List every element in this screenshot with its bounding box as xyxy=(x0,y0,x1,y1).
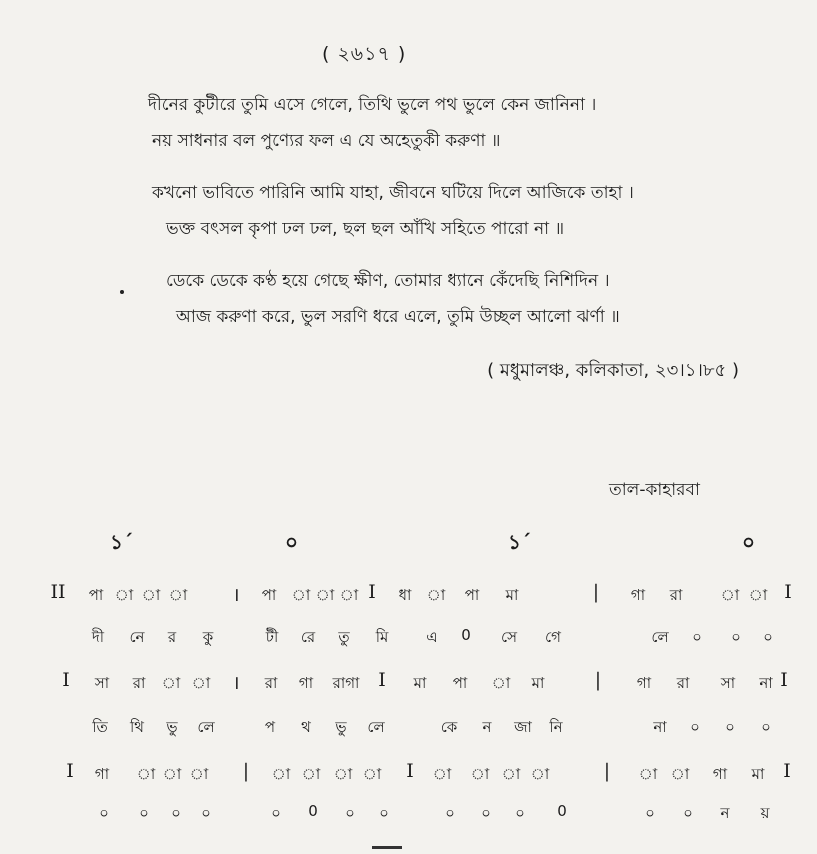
note-cell: ধা xyxy=(398,586,412,604)
lyric-syllable: থ xyxy=(301,718,311,736)
note-cell: মা xyxy=(413,674,427,692)
note-cell: া xyxy=(638,765,658,783)
lyric-syllable: ০ xyxy=(515,804,525,822)
note-cell: া xyxy=(491,674,511,692)
lyric-syllable: এ xyxy=(426,628,438,646)
note-cell: গা xyxy=(636,674,652,692)
lyric-syllable: টী xyxy=(265,628,279,646)
note-cell: না xyxy=(759,674,773,692)
bar-line: I xyxy=(62,669,70,691)
bar-line: | xyxy=(594,669,602,691)
note-cell: া xyxy=(136,765,156,783)
note-cell: রা xyxy=(132,674,146,692)
lyric-syllable: লে xyxy=(367,718,385,736)
lyric-line: ডেকে ডেকে কণ্ঠ হয়ে গেছে ক্ষীণ, তোমার ধ্যানে কেঁদেছি নিশিদিন । xyxy=(166,271,610,291)
note-cell: া xyxy=(162,765,182,783)
lyric-syllable: 0 xyxy=(461,626,471,644)
note-cell: া xyxy=(114,586,134,604)
note-cell: া xyxy=(168,586,188,604)
bar-line: | xyxy=(242,760,250,782)
note-cell: পা xyxy=(452,674,468,692)
bar-line: I xyxy=(406,760,414,782)
lyric-syllable: মি xyxy=(375,628,389,646)
lyric-syllable: রে xyxy=(300,628,316,646)
note-cell: া xyxy=(362,765,382,783)
lyric-syllable: ০ xyxy=(645,804,655,822)
note-cell: া xyxy=(432,765,452,783)
note-cell: া xyxy=(339,586,359,604)
bar-line: I xyxy=(784,581,792,603)
lyric-line: কখনো ভাবিতে পারিনি আমি যাহা, জীবনে ঘটিয়ে দিলে আজিকে তাহা । xyxy=(152,183,634,203)
lyric-line: ভক্ত বৎসল কৃপা ঢল ঢল, ছল ছল আঁখি সহিতে পারো না ॥ xyxy=(166,219,565,239)
note-cell: া xyxy=(161,674,181,692)
lyric-syllable: না xyxy=(653,718,667,736)
bar-line: I xyxy=(378,669,386,691)
bar-line: I xyxy=(368,581,376,603)
bar-line: | xyxy=(592,581,600,603)
note-cell: পা xyxy=(88,586,104,604)
lyric-line: দীনের কুটীরে তুমি এসে গেলে, তিথি ভুলে পথ ভুলে কেন জানিনা । xyxy=(148,95,597,115)
lyric-syllable: ০ xyxy=(171,804,181,822)
lyric-syllable: ০ xyxy=(445,804,455,822)
lyric-syllable: ভু xyxy=(166,718,178,736)
note-cell: পা xyxy=(261,586,277,604)
lyric-line: আজ করুণা করে, ভুল সরণি ধরে এলে, তুমি উচ্ছল আলো ঝর্ণা ॥ xyxy=(176,307,620,327)
lyric-syllable: তি xyxy=(92,718,108,736)
lyric-syllable: ০ xyxy=(481,804,491,822)
lyric-syllable: ০ xyxy=(345,804,355,822)
lyric-syllable: ০ xyxy=(690,718,700,736)
lyric-syllable: সে xyxy=(501,628,517,646)
bottom-rule xyxy=(372,846,402,849)
note-cell: রা xyxy=(264,674,278,692)
note-cell: গা xyxy=(630,586,646,604)
note-cell: মা xyxy=(531,674,545,692)
note-cell: া xyxy=(189,765,209,783)
lyric-line: নয় সাধনার বল পুণ্যের ফল এ যে অহেতুকী করুণা ॥ xyxy=(152,131,501,151)
bar-line: । xyxy=(232,672,240,694)
beat-mark: ০ xyxy=(742,530,756,554)
note-cell: া xyxy=(720,586,740,604)
note-cell: া xyxy=(301,765,321,783)
note-cell: া xyxy=(670,765,690,783)
note-cell: রাগা xyxy=(332,674,360,692)
lyric-syllable: ০ xyxy=(379,804,389,822)
lyric-syllable: ০ xyxy=(731,628,741,646)
note-cell: রা xyxy=(676,674,690,692)
lyric-syllable: কু xyxy=(202,628,214,646)
bar-line: I xyxy=(783,760,791,782)
lyric-syllable: ভু xyxy=(335,718,347,736)
note-cell: া xyxy=(271,765,291,783)
bar-line: । xyxy=(232,584,240,606)
note-cell: া xyxy=(530,765,550,783)
lyric-syllable: প xyxy=(264,718,276,736)
bar-line: II xyxy=(50,581,66,603)
note-cell: গা xyxy=(712,765,728,783)
note-cell: মা xyxy=(751,765,765,783)
beat-mark: ১´ xyxy=(508,530,531,554)
taal-label: তাল-কাহারবা xyxy=(609,480,700,500)
lyric-syllable: ০ xyxy=(99,804,109,822)
lyric-syllable: ০ xyxy=(139,804,149,822)
note-cell: সা xyxy=(720,674,736,692)
note-cell: া xyxy=(315,586,335,604)
note-cell: সা xyxy=(94,674,110,692)
lyric-syllable: ন xyxy=(720,804,730,822)
lyric-syllable: দী xyxy=(91,628,105,646)
lyric-syllable: লে xyxy=(651,628,669,646)
bar-line: I xyxy=(780,669,788,691)
lyric-syllable: থি xyxy=(129,718,145,736)
lyric-syllable: তু xyxy=(338,628,350,646)
song-number: ( ২৬১৭ ) xyxy=(322,43,407,65)
lyric-syllable: নি xyxy=(549,718,563,736)
lyric-syllable: জা xyxy=(514,718,532,736)
lyric-syllable: 0 xyxy=(308,802,318,820)
note-cell: া xyxy=(191,674,211,692)
lyric-syllable: ০ xyxy=(763,628,773,646)
lyric-syllable: ০ xyxy=(761,718,771,736)
lyric-syllable: 0 xyxy=(557,802,567,820)
beat-mark: ০ xyxy=(285,530,299,554)
lyric-syllable: কে xyxy=(440,718,458,736)
note-cell: গা xyxy=(94,765,110,783)
note-cell: া xyxy=(333,765,353,783)
note-cell: া xyxy=(470,765,490,783)
lyric-syllable: ০ xyxy=(725,718,735,736)
note-cell: মা xyxy=(505,586,519,604)
lyric-syllable: ০ xyxy=(692,628,702,646)
lyric-syllable: ০ xyxy=(683,804,693,822)
lyric-syllable: লে xyxy=(197,718,215,736)
lyric-syllable: নে xyxy=(129,628,145,646)
note-cell: গা xyxy=(298,674,314,692)
beat-mark: ১´ xyxy=(110,530,133,554)
stray-dot xyxy=(120,290,124,294)
bar-line: I xyxy=(66,760,74,782)
bar-line: | xyxy=(603,760,611,782)
note-cell: া xyxy=(501,765,521,783)
note-cell: া xyxy=(291,586,311,604)
note-cell: া xyxy=(748,586,768,604)
lyric-syllable: ০ xyxy=(271,804,281,822)
lyric-syllable: র xyxy=(167,628,177,646)
lyric-syllable: ন xyxy=(482,718,492,736)
note-cell: া xyxy=(141,586,161,604)
note-cell: রা xyxy=(669,586,683,604)
lyric-syllable: ০ xyxy=(201,804,211,822)
note-cell: পা xyxy=(464,586,480,604)
note-cell: া xyxy=(426,586,446,604)
source-citation: ( মধুমালঞ্চ, কলিকাতা, ২৩।১।৮৫ ) xyxy=(487,360,739,381)
lyric-syllable: গে xyxy=(545,628,561,646)
lyric-syllable: য় xyxy=(760,804,770,822)
